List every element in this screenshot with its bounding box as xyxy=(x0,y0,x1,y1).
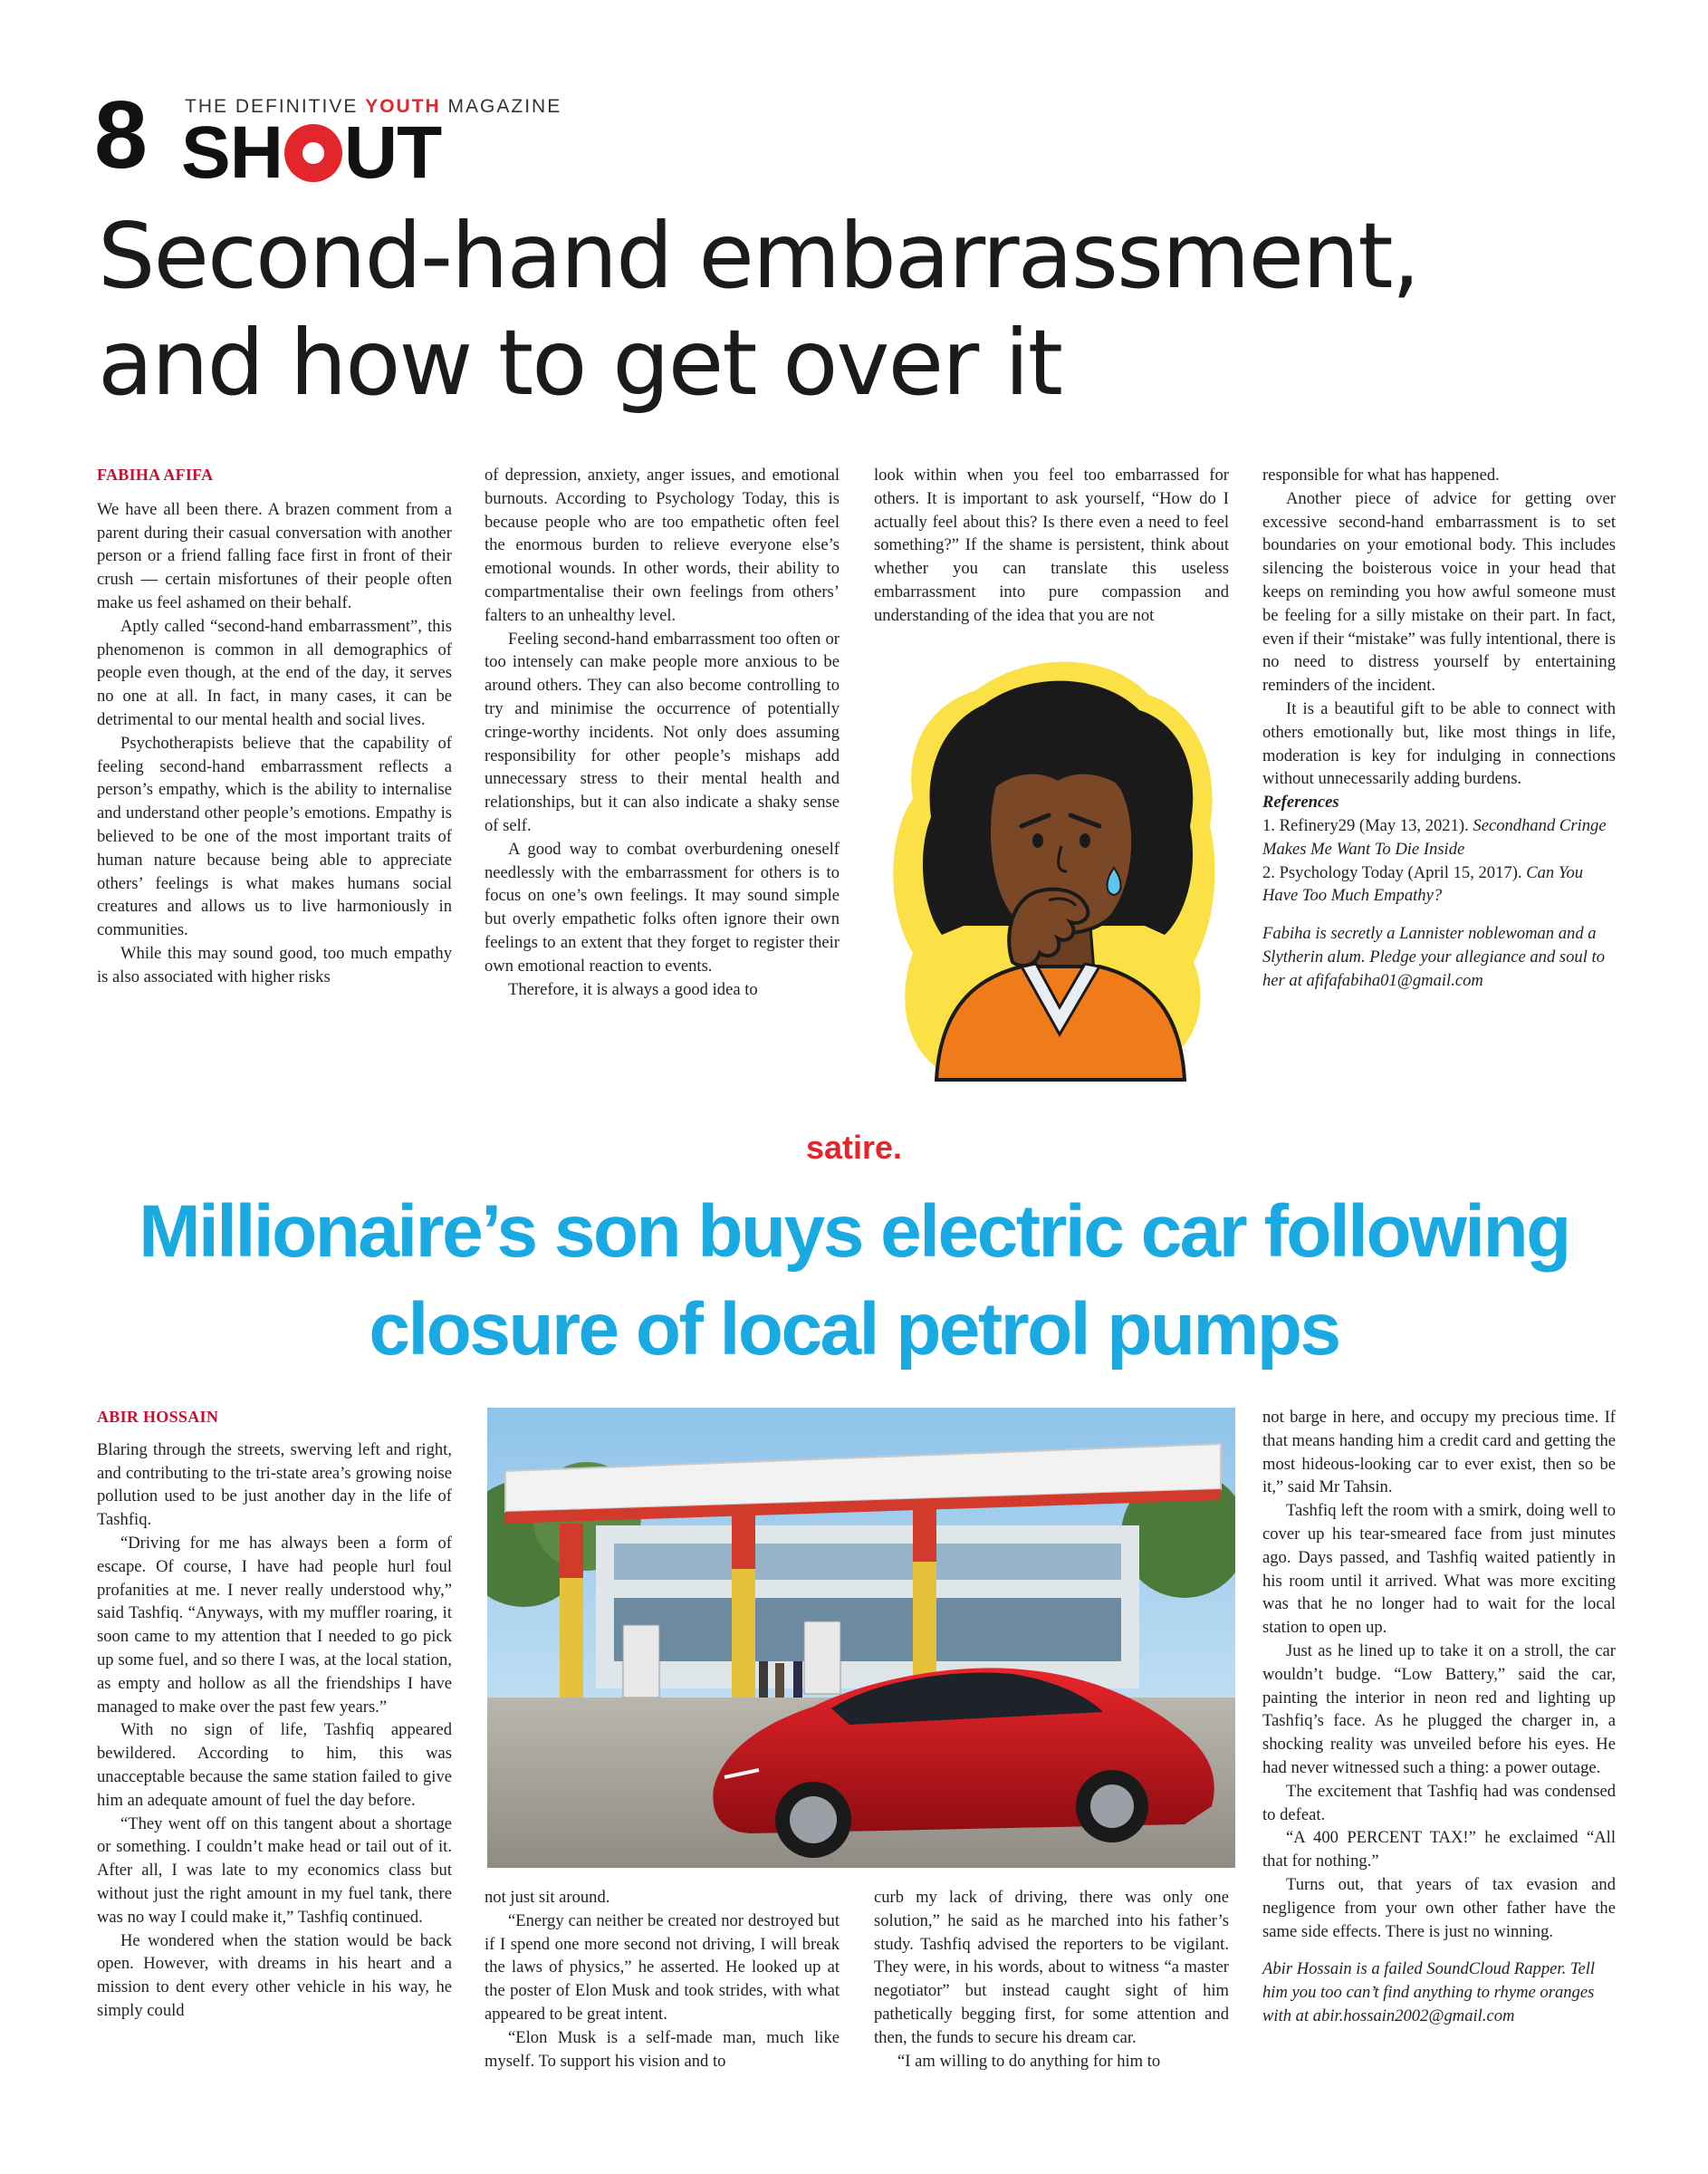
article1-column-2 xyxy=(485,464,840,1001)
article1-column-3 xyxy=(874,464,1229,628)
article2-paragraph: With no sign of life, Tashfiq appeared bewildered. According to him, this was unacceptable because the same station failed to give him an adequate amount of fuel the day before. xyxy=(97,1720,452,1810)
article2-paragraph: He wondered when the station would be back open. However, with dreams in his heart and a mission to dent every other vehicle in his way, he simply could xyxy=(97,1930,452,2020)
article2-paragraph: “A 400 PERCENT TAX!” he exclaimed “All that for nothing.” xyxy=(1262,1828,1616,1871)
article2-paragraph: “I am willing to do anything for him to xyxy=(897,2051,1161,2071)
article2-paragraph: Blaring through the streets, swerving left and right, and contributing to the tri-state area’s growing noise pollution used to be just another day in the life of Tashfiq. xyxy=(97,1439,452,1530)
article1-paragraph: While this may sound good, too much empathy is also associated with higher risks xyxy=(97,943,452,986)
logo-target-icon xyxy=(284,124,342,182)
article1-headline: Second-hand embarrassment, and how to get over it xyxy=(98,203,1419,416)
article2-column-4 xyxy=(1262,1406,1616,2028)
magazine-tagline: THE DEFINITIVE YOUTH MAGAZINE xyxy=(185,96,562,117)
article2-paragraph: Tashfiq left the room with a smirk, doing well to cover up his tear-smeared face from just minutes ago. Days passed, and Tashfiq waited patiently in his room until it arrived. What was more exciting was that he no longer had to wait for the local station to open up. xyxy=(1262,1501,1616,1638)
section-label: satire. xyxy=(805,1129,903,1166)
article2-paragraph: “Elon Musk is a self-made man, much like myself. To support his vision and to xyxy=(485,2027,840,2071)
article1-paragraph: It is a beautiful gift to be able to connect with others emotionally but, like most things in life, moderation is key for indulging in connections without unnecessarily adding burdens. xyxy=(1262,698,1616,789)
article2-paragraph: not barge in here, and occupy my precious time. If that means handing him a credit card and getting the most hideous-looking car to ever exist, then so be it,” said Mr Tahsin. xyxy=(1262,1408,1616,1497)
article1-paragraph: responsible for what has happened. xyxy=(1262,466,1500,485)
article2-paragraph: curb my lack of driving, there was only one solution,” he said as he marched into his father’s study. Tashfiq advised the reporters to be vigilant. They were, in his words, about to witness “a master negotiator” but instead caught sight of him pathetically begging first, for some attention and then, the funds to secure his dream car. xyxy=(874,1888,1229,2047)
article2-paragraph: not just sit around. xyxy=(485,1888,610,1907)
article2-paragraph: The excitement that Tashfiq had was condensed to defeat. xyxy=(1262,1781,1616,1824)
article1-paragraph: look within when you feel too embarrassed for others. It is important to ask yourself, “How do I actually feel about this? Is there even a need to feel something?” If the shame is persistent, think about whether you can translate this useless embarrassment into pure compassion and understanding of the idea that you are not xyxy=(874,466,1229,625)
article2-column-2 xyxy=(485,1886,840,2073)
article2-paragraph: Turns out, that years of tax evasion and negligence from your own other father have the same side effects. There is just no winning. xyxy=(1262,1874,1616,1941)
page-number: 8 xyxy=(94,82,148,188)
article2-column-3 xyxy=(874,1886,1229,2073)
article1-paragraph: Feeling second-hand embarrassment too often or too intensely can make people more anxious to be around others. They can also become controlling to try and minimise the occurrence of potentially cringe-worthy incidents. Not only does assuming responsibility for other people’s mishaps add unnecessary stress to their mental health and relationships, but it can also indicate a shaky sense of self. xyxy=(485,629,840,835)
article2-paragraph: “Driving for me has always been a form of escape. Of course, I have had people hurl foul profanities at me. I never really understood why,” said Tashfiq. “Anyways, with my muffler roaring, it soon came to my attention that I needed to go pick up some fuel, and so there I was, at the local station, as empty and hollow as all the friendships I have managed to make over the past few years.” xyxy=(97,1533,452,1717)
article1-paragraph: A good way to combat overburdening oneself needlessly with the embarrassment for others is to focus on one’s own feelings. It may sound simple but overly empathetic folks often ignore their own feelings to an extent that they forget to register their own emotional reaction to events. xyxy=(485,839,840,976)
petrol-station-car-photo xyxy=(487,1408,1235,1868)
article2-paragraph: “Energy can neither be created nor destroyed but if I spend one more second not driving, I will break the laws of physics,” he asserted. He looked up at the poster of Elon Musk and took strides, with what appeared to be great intent. xyxy=(485,1910,840,2024)
shout-logo: SH UT xyxy=(181,111,442,194)
article1-paragraph: Psychotherapists believe that the capability of feeling second-hand embarrassment reflects a person’s empathy, which is the ability to internalise and understand other people’s emotions. Empathy is believed to be one of the most important traits of human nature because being able to appreciate others’ feelings is what makes humans social creatures and allows us to live harmoniously in communities. xyxy=(97,733,452,940)
article1-paragraph: Aptly called “second-hand embarrassment”, this phenomenon is common in all demographics of people even though, at the end of the day, it serves no one at all. In fact, in many cases, it can be detrimental to our mental health and social lives. xyxy=(97,616,452,729)
article1-paragraph: Therefore, it is always a good idea to xyxy=(508,979,758,999)
embarrassed-woman-illustration xyxy=(877,654,1232,1087)
article1-paragraph: Another piece of advice for getting over excessive second-hand embarrassment is to set boundaries on your emotional body. This includes silencing the boisterous voice in your head that keeps on reminding you how awful someone must be feeling for a silly mistake on their part. In fact, even if their “mistake” was fully intentional, there is no need to distress yourself by entertaining reminders of the incident. xyxy=(1262,488,1616,696)
article1-paragraph: of depression, anxiety, anger issues, and emotional burnouts. According to Psychology Today, this is because people who are too empathetic often feel the enormous burden to relieve everyone else’s emotional wounds. In other words, their ability to compartmentalise their own feelings from others’ falters to an unhealthy level. xyxy=(485,466,840,625)
article2-author-bio: Abir Hossain is a failed SoundCloud Rapper. Tell him you too can’t find anything to rhyme oranges with at abir.hossain2002@gmail.com xyxy=(1262,1959,1596,2025)
reference-item: 2. Psychology Today (April 15, 2017). Can You Have Too Much Empathy? xyxy=(1262,862,1584,906)
article1-author-bio: Fabiha is secretly a Lannister noblewoman and a Slytherin alum. Pledge your allegiance and soul to her at afifafabiha01@gmail.com xyxy=(1262,924,1606,990)
article2-column-1 xyxy=(97,1406,452,2023)
article1-column-4 xyxy=(1262,464,1616,993)
article2-paragraph: Just as he lined up to take it on a stroll, the car wouldn’t budge. “Low Battery,” said the car, painting the interior in neon red and lighting up Tashfiq’s face. As he plugged the charger in, a shocking reality was unveiled before his eyes. He had never witnessed such a thing: a power outage. xyxy=(1262,1640,1616,1777)
references-heading: References xyxy=(1262,793,1339,813)
article2-paragraph: “They went off on this tangent about a shortage or something. I couldn’t make head or tail out of it. After all, I was late to my economics class but without just the right amount in my fuel tank, there was no way I could make it,” Tashfiq continued. xyxy=(97,1813,452,1927)
article1-column-1 xyxy=(97,464,452,989)
article2-byline: ABIR HOSSAIN xyxy=(97,1408,219,1426)
article2-headline: Millionaire’s son buys electric car following closure of local petrol pumps xyxy=(139,1190,1569,1371)
article1-byline: FABIHA AFIFA xyxy=(97,466,214,484)
reference-item: 1. Refinery29 (May 13, 2021). Secondhand Cringe Makes Me Want To Die Inside xyxy=(1262,815,1607,859)
article1-paragraph: We have all been there. A brazen comment from a parent during their casual conversation with another person or a friend falling face first in front of their crush — certain misfortunes of their people often make us feel ashamed on their behalf. xyxy=(97,499,452,612)
